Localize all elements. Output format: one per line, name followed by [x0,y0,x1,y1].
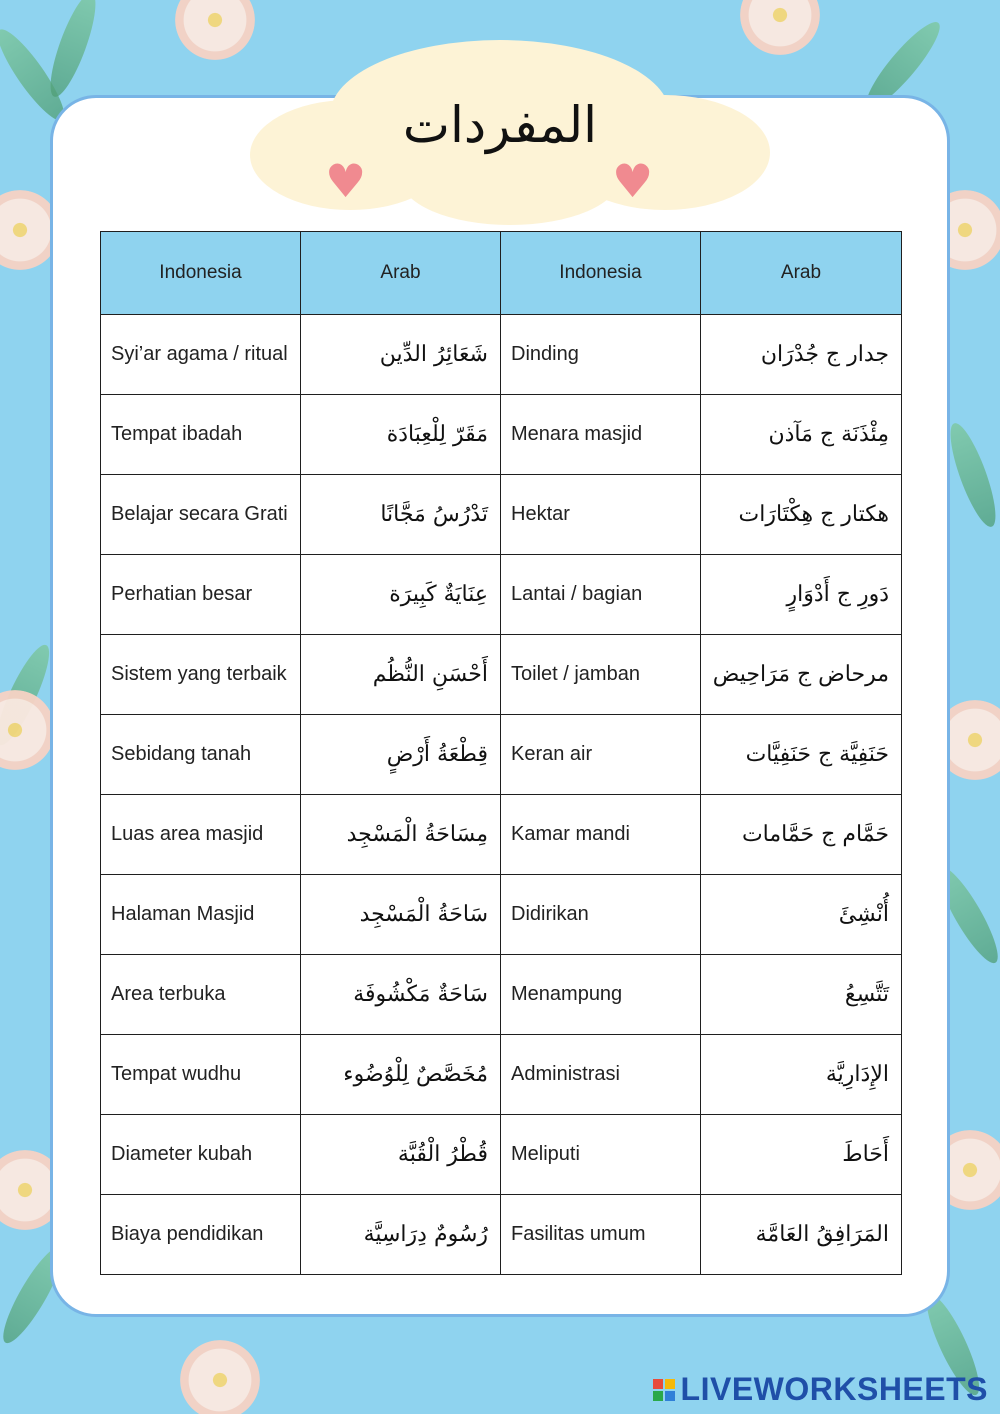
indonesian-term: Administrasi [501,1035,701,1115]
indonesian-term: Area terbuka [101,955,301,1035]
indonesian-term: Fasilitas umum [501,1195,701,1275]
indonesian-term: Diameter kubah [101,1115,301,1195]
arabic-term: أُنْشِئَ [701,875,902,955]
arabic-term: عِنَايَةٌ كَبِيرَة [301,555,501,635]
indonesian-term: Keran air [501,715,701,795]
indonesian-term: Kamar mandi [501,795,701,875]
arabic-term: رُسُومٌ دِرَاسِيَّة [301,1195,501,1275]
arabic-term: مِئْذَنَة ج مَآذن [701,395,902,475]
arabic-term: أَحْسَنِ النُّظُم [301,635,501,715]
flower-decoration [180,1340,260,1414]
table-row [101,555,902,635]
flower-decoration [740,0,820,55]
indonesian-term: Sebidang tanah [101,715,301,795]
table-row [101,875,902,955]
header-arab: Arab [701,232,902,315]
indonesian-term: Perhatian besar [101,555,301,635]
indonesian-term: Syi’ar agama / ritual [101,315,301,395]
vocabulary-table [100,231,902,1275]
heart-icon: ♥ [612,154,654,208]
flower-decoration [175,0,255,60]
table-row [101,715,902,795]
table-row [101,955,902,1035]
header-arab: Arab [301,232,501,315]
indonesian-term: Sistem yang terbaik [101,635,301,715]
arabic-term: مِسَاحَةُ الْمَسْجِد [301,795,501,875]
table-row [101,1195,902,1275]
indonesian-term: Luas area masjid [101,795,301,875]
indonesian-term: Toilet / jamban [501,635,701,715]
arabic-term: المَرَافِقُ العَامَّة [701,1195,902,1275]
indonesian-term: Tempat wudhu [101,1035,301,1115]
arabic-term: دَورِ ج أَدْوَارٍ [701,555,902,635]
arabic-term: قُطْرُ الْقُبَّة [301,1115,501,1195]
brand-text: LIVEWORKSHEETS [680,1371,988,1407]
arabic-term: مرحاض ج مَرَاحِيض [701,635,902,715]
header-indonesia: Indonesia [101,232,301,315]
arabic-term: تَدْرُسُ مَجَّانًا [301,475,501,555]
flower-decoration [0,690,55,770]
leaf-decoration [42,0,104,101]
table-body [101,315,902,1275]
arabic-term: مُخَصَّصٌ لِلْوُضُوء [301,1035,501,1115]
indonesian-term: Lantai / bagian [501,555,701,635]
header-indonesia: Indonesia [501,232,701,315]
arabic-term: هكتار ج هِكْتَارَات [701,475,902,555]
arabic-term: سَاحَةٌ مَكْشُوفَة [301,955,501,1035]
arabic-term: حَمَّام ج حَمَّامات [701,795,902,875]
arabic-term: شَعَائِرُ الدِّين [301,315,501,395]
table-row [101,1115,902,1195]
table-row [101,395,902,475]
indonesian-term: Menampung [501,955,701,1035]
table-row [101,475,902,555]
leaf-decoration [942,419,1000,531]
arabic-term: تَتَّسِعُ [701,955,902,1035]
liveworksheets-logo [653,1371,988,1408]
liveworksheets-icon [653,1379,675,1401]
arabic-term: أَحَاطَ [701,1115,902,1195]
arabic-term: حَنَفِيَّة ج حَنَفِيَّات [701,715,902,795]
indonesian-term: Dinding [501,315,701,395]
table-header-row [101,232,902,315]
indonesian-term: Hektar [501,475,701,555]
indonesian-term: Meliputi [501,1115,701,1195]
indonesian-term: Biaya pendidikan [101,1195,301,1275]
indonesian-term: Halaman Masjid [101,875,301,955]
table-row [101,795,902,875]
arabic-term: الإِدَارِيَّة [701,1035,902,1115]
table-row [101,635,902,715]
indonesian-term: Tempat ibadah [101,395,301,475]
heart-icon: ♥ [325,154,367,208]
arabic-term: جدار ج جُدْرَان [701,315,902,395]
page-title: المفردات [402,96,598,154]
arabic-term: سَاحَةُ الْمَسْجِد [301,875,501,955]
table-row [101,315,902,395]
arabic-term: مَقَرّ لِلْعِبَادَة [301,395,501,475]
arabic-term: قِطْعَةُ أَرْضٍ [301,715,501,795]
indonesian-term: Didirikan [501,875,701,955]
indonesian-term: Menara masjid [501,395,701,475]
indonesian-term: Belajar secara Grati [101,475,301,555]
table-row [101,1035,902,1115]
